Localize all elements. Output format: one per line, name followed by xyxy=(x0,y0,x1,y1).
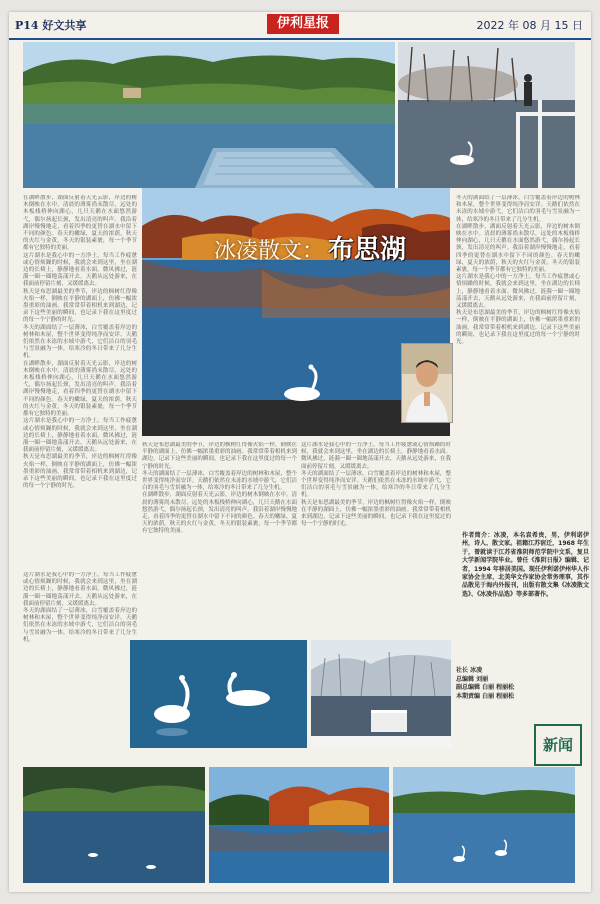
masthead xyxy=(9,12,591,40)
article-paragraph: 冬天的湖面结了一层薄冰，白雪覆盖着岸边的树林和木屋，整个世界变得纯净而安详。天鹅们依然在未冻的水域中游弋，它们洁白的羽毛与雪景融为一体，给寒冷的冬日带来了几分生机。 xyxy=(301,470,451,499)
credit-chief-editor: 总编辑 刘丽 xyxy=(456,675,489,683)
photo-autumn-island xyxy=(209,767,389,883)
article-column-lower-left xyxy=(23,572,137,762)
article-paragraph: 这片湖水是我心中的一方净土。每当工作疲惫或心情烦躁的时候，我就会来到这里，坐在湖边的长椅上，静静地看着水面。微风拂过，涟漪一圈一圈地荡漾开去，天鹅从远处游来，在我面前停留片刻，又缓缓离去。 xyxy=(23,572,137,607)
editorial-credits xyxy=(456,667,576,701)
article-column-middle-2 xyxy=(301,442,451,642)
article-paragraph: 冬天的湖面结了一层薄冰，白雪覆盖着岸边的树林和木屋，整个世界变得纯净而安详。天鹅们依然在未冻的水域中游弋，它们洁白的羽毛与雪景融为一体，给寒冷的冬日带来了几分生机。 xyxy=(23,608,137,643)
article-title xyxy=(214,229,474,263)
credit-deputy-editors: 副总编辑 白丽 程丽松 xyxy=(456,684,515,692)
author-bio-heading: 作者简介： xyxy=(462,532,494,539)
article-paragraph: 在湖畔散步，湖面反射着天光云影，岸边的树木倒映在水中。清晨的薄雾尚未散尽，远处的木板栈桥伸向湖心，几只天鹅在水面悠然游弋，偶尔扬起长颈，发出清亮的叫声。我沿着湖岸慢慢地走，看着四季的更替在湖水中留下不同的颜色。春天的嫩绿，夏天的浓荫，秋天的火红与金黄，冬天的银装素裹，每一个季节都有它独特的美丽。 xyxy=(142,492,297,535)
article-paragraph: 秋天是布思湖最美的季节，岸边的枫树红得像火焰一样，倒映在平静的湖面上，仿佛一幅浓墨重彩的油画。我常常带着相机来到湖边，记录下这些美丽的瞬间，也记录下我在这里度过的每一个宁静的时光。 xyxy=(23,454,137,490)
photo-winter-lake xyxy=(398,42,575,188)
article-paragraph: 在湖畔散步，湖面反射着天光云影，岸边的树木倒映在水中。清晨的薄雾尚未散尽，远处的木板栈桥伸向湖心，几只天鹅在水面悠然游弋，偶尔扬起长颈，发出清亮的叫声。我沿着湖岸慢慢地走，看着四季的更替在湖水中留下不同的颜色。春天的嫩绿，夏天的浓荫，秋天的火红与金黄，冬天的银装素裹，每一个季节都有它独特的美丽。 xyxy=(23,360,137,418)
article-paragraph: 这片湖水是我心中的一方净土。每当工作疲惫或心情烦躁的时候，我就会来到这里，坐在湖边的长椅上，静静地看着水面。微风拂过，涟漪一圈一圈地荡漾开去，天鹅从远处游来，在我面前停留片刻，又缓缓离去。 xyxy=(23,252,137,288)
article-paragraph: 秋天是布思湖最美的季节，岸边的枫树红得像火焰一样，倒映在平静的湖面上，仿佛一幅浓墨重彩的油画。我常常带着相机来到湖边，记录下这些美丽的瞬间，也记录下我在这里度过的每一个宁静的时光。 xyxy=(301,499,451,528)
author-portrait xyxy=(401,343,453,423)
article-paragraph: 秋天是布思湖最美的季节，岸边的枫树红得像火焰一样，倒映在平静的湖面上，仿佛一幅浓墨重彩的油画。我常常带着相机来到湖边，记录下这些美丽的瞬间，也记录下我在这里度过的每一个宁静的时光。 xyxy=(456,310,580,346)
article-column-middle xyxy=(142,442,297,642)
credit-duty-editors: 本期责编 白丽 程丽松 xyxy=(456,692,515,700)
photo-snowy-lake xyxy=(311,640,451,748)
article-paragraph: 秋天是布思湖最美的季节，岸边的枫树红得像火焰一样，倒映在平静的湖面上，仿佛一幅浓墨重彩的油画。我常常带着相机来到湖边，记录下这些美丽的瞬间，也记录下我在这里度过的每一个宁静的时光。 xyxy=(23,288,137,324)
article-paragraph: 冬天的湖面结了一层薄冰，白雪覆盖着岸边的树林和木屋，整个世界变得纯净而安详。天鹅们依然在未冻的水域中游弋，它们洁白的羽毛与雪景融为一体，给寒冷的冬日带来了几分生机。 xyxy=(142,470,297,492)
credit-publisher: 社长 冰凌 xyxy=(456,667,483,674)
photo-two-swans xyxy=(130,640,307,748)
article-column-right xyxy=(456,195,580,525)
news-badge: 新闻 xyxy=(534,724,582,766)
article-paragraph: 冬天的湖面结了一层薄冰，白雪覆盖着岸边的树林和木屋，整个世界变得纯净而安详。天鹅们依然在未冻的水域中游弋，它们洁白的羽毛与雪景融为一体，给寒冷的冬日带来了几分生机。 xyxy=(23,324,137,360)
article-paragraph: 在湖畔散步，湖面反射着天光云影，岸边的树木倒映在水中。清晨的薄雾尚未散尽，远处的木板栈桥伸向湖心，几只天鹅在水面悠然游弋，偶尔扬起长颈，发出清亮的叫声。我沿着湖岸慢慢地走，看着四季的更替在湖水中留下不同的颜色。春天的嫩绿，夏天的浓荫，秋天的火红与金黄，冬天的银装素裹，每一个季节都有它独特的美丽。 xyxy=(23,195,137,252)
article-paragraph: 这片湖水是我心中的一方净土。每当工作疲惫或心情烦躁的时候，我就会来到这里，坐在湖边的长椅上，静静地看着水面。微风拂过，涟漪一圈一圈地荡漾开去，天鹅从远处游来，在我面前停留片刻，又缓缓离去。 xyxy=(23,418,137,454)
photo-lake-bottom-left xyxy=(23,767,205,883)
author-bio-text: 冰凌，本名袁希贵，男，伊利诺伊州，诗人、散文家。祖籍江苏宿迁，1968 年生于，曾就读于江苏省淮阴师范学院中文系，复旦大学新闻学院毕业。曾任《淮阴日报》编辑、记者，1994 年移居美国。现任伊利诺伊州华人作家协会主席，北美华文作家协会常务理事，其作品散见于海内外报刊，出版有散文集《冰凌散文选》、《冰凌作品选》等多部著作。 xyxy=(462,532,589,598)
issue-date: 2022 年 08 月 15 日 xyxy=(476,19,583,32)
page-section-label: P14 好文共享 xyxy=(15,19,87,32)
photo-lake-dock xyxy=(23,42,395,188)
article-paragraph: 这片湖水是我心中的一方净土。每当工作疲惫或心情烦躁的时候，我就会来到这里，坐在湖边的长椅上，静静地看着水面。微风拂过，涟漪一圈一圈地荡漾开去，天鹅从远处游来，在我面前停留片刻，又缓缓离去。 xyxy=(456,274,580,310)
article-title-prefix: 冰凌散文： xyxy=(214,239,325,264)
article-paragraph: 秋天是布思湖最美的季节，岸边的枫树红得像火焰一样，倒映在平静的湖面上，仿佛一幅浓墨重彩的油画。我常常带着相机来到湖边，记录下这些美丽的瞬间，也记录下我在这里度过的每一个宁静的时光。 xyxy=(142,442,297,470)
article-paragraph: 这片湖水是我心中的一方净土。每当工作疲惫或心情烦躁的时候，我就会来到这里，坐在湖边的长椅上，静静地看着水面。微风拂过，涟漪一圈一圈地荡漾开去，天鹅从远处游来，在我面前停留片刻，又缓缓离去。 xyxy=(301,442,451,470)
article-paragraph: 在湖畔散步，湖面反射着天光云影，岸边的树木倒映在水中。清晨的薄雾尚未散尽，远处的木板栈桥伸向湖心，几只天鹅在水面悠然游弋，偶尔扬起长颈，发出清亮的叫声。我沿着湖岸慢慢地走，看着四季的更替在湖水中留下不同的颜色。春天的嫩绿，夏天的浓荫，秋天的火红与金黄，冬天的银装素裹，每一个季节都有它独特的美丽。 xyxy=(456,223,580,274)
newspaper-page xyxy=(9,12,591,892)
article-title-main: 布思湖 xyxy=(328,235,407,265)
photo-swans-calm-lake xyxy=(393,767,575,883)
author-bio xyxy=(462,532,589,599)
article-paragraph: 冬天的湖面结了一层薄冰，白雪覆盖着岸边的树林和木屋，整个世界变得纯净而安详。天鹅们依然在未冻的水域中游弋，它们洁白的羽毛与雪景融为一体，给寒冷的冬日带来了几分生机。 xyxy=(456,195,580,223)
paper-name-logo: 伊利星报 xyxy=(267,14,339,34)
